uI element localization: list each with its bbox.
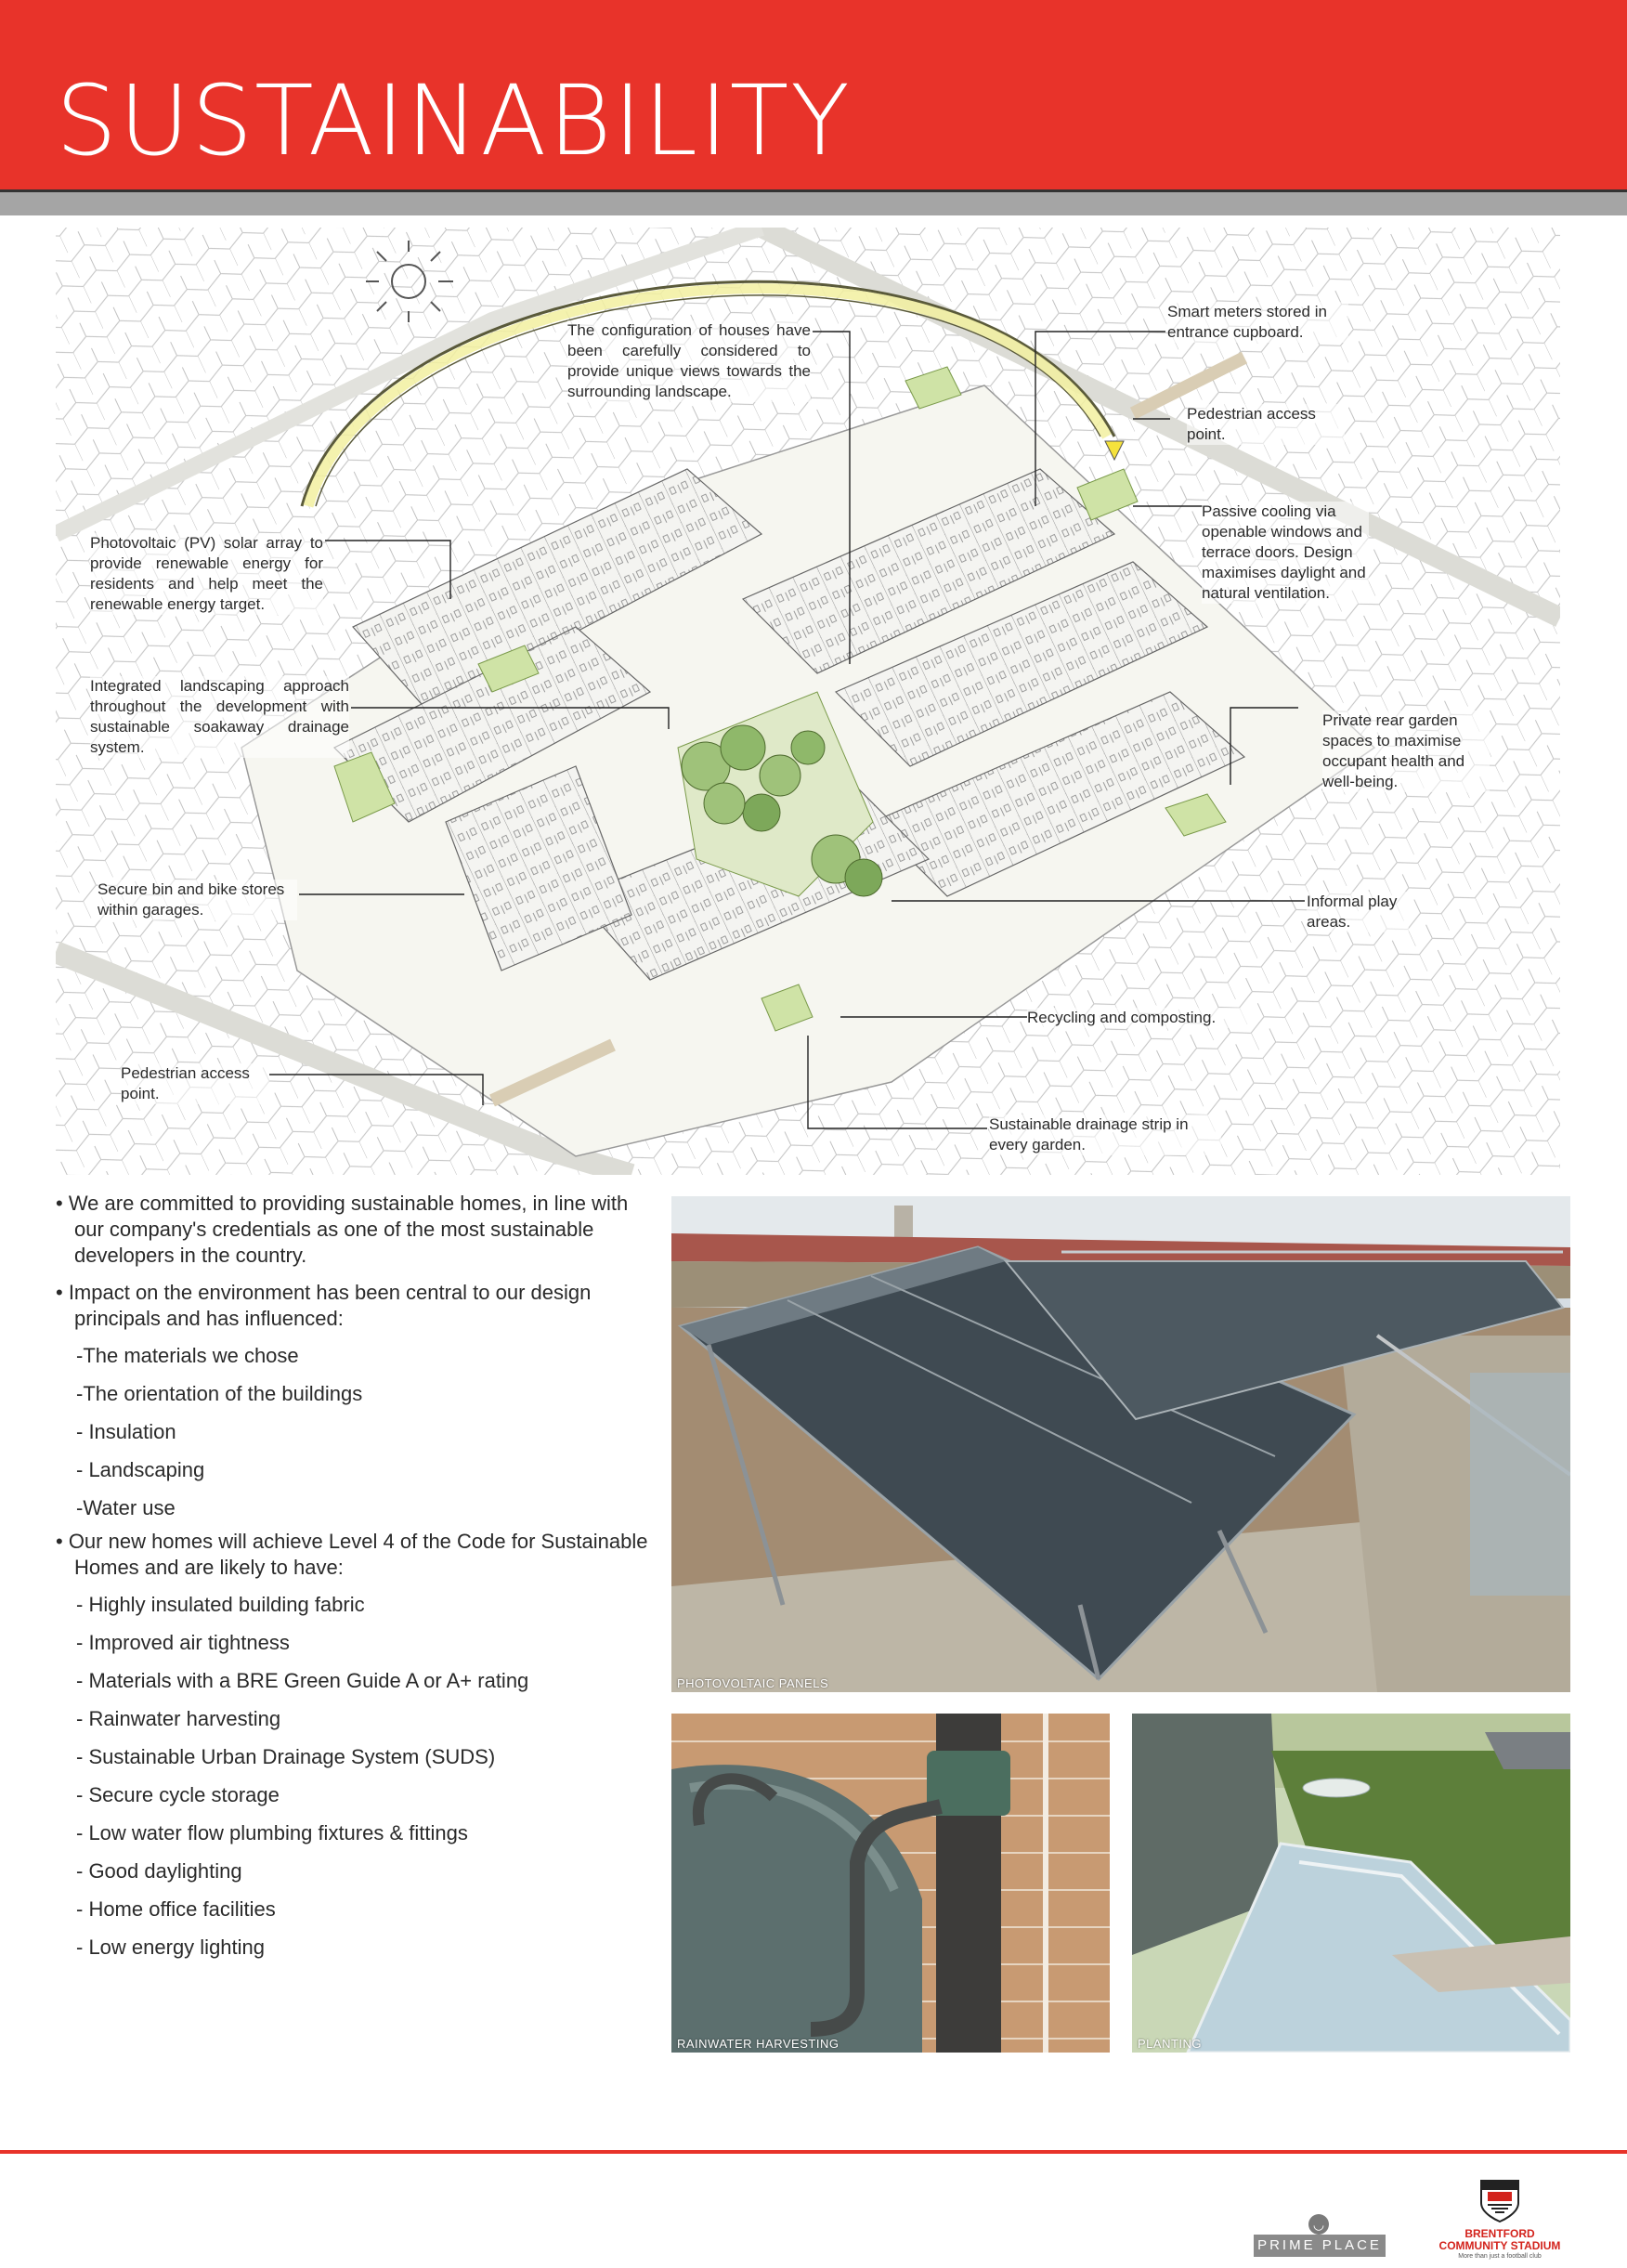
- prime-place-mark-icon: ◡: [1308, 2214, 1329, 2235]
- caption-planting: PLANTING: [1138, 2037, 1203, 2051]
- list-item: - Sustainable Urban Drainage System (SUDS): [76, 1745, 496, 1768]
- callout-smart-meters: Smart meters stored in entrance cupboard.: [1167, 302, 1348, 343]
- list-item: - Highly insulated building fabric: [76, 1593, 365, 1616]
- callout-landscaping: Integrated landscaping approach throughout the development with sustainable soakaway drainage system.: [90, 677, 349, 756]
- bullet-code-level-4: • Our new homes will achieve Level 4 of the Code for Sustainable Homes and are likely to have:: [56, 1530, 648, 1579]
- callout-passive-cooling: Passive cooling via openable windows and terrace doors. Design maximises daylight and natural ventilation.: [1202, 502, 1369, 604]
- callout-configuration: The configuration of houses have been carefully considered to provide unique views towards the surrounding landscape.: [567, 321, 811, 400]
- callout-rear-garden: Private rear garden spaces to maximise occupant health and well-being.: [1322, 710, 1490, 792]
- list-item: - Low energy lighting: [76, 1936, 266, 1959]
- site-diagram: [56, 228, 1560, 1175]
- caption-photovoltaic: PHOTOVOLTAIC PANELS: [677, 1676, 829, 1690]
- prime-place-logo: [1254, 2214, 1386, 2255]
- brentford-crest-icon: [1478, 2177, 1521, 2223]
- callout-pedestrian-access-bottom: Pedestrian access point.: [121, 1063, 269, 1104]
- list-item: -The orientation of the buildings: [76, 1382, 363, 1405]
- brentford-tagline: More than just a football club: [1458, 2253, 1542, 2260]
- callout-bin-bike-stores: Secure bin and bike stores within garages.: [98, 880, 297, 920]
- callout-drainage-strip: Sustainable drainage strip in every garden.: [989, 1114, 1221, 1155]
- page-title: SUSTAINABILITY: [56, 64, 852, 177]
- callout-recycling: Recycling and composting.: [1027, 1008, 1250, 1028]
- callout-play-areas: Informal play areas.: [1307, 892, 1409, 932]
- list-item: - Low water flow plumbing fixtures & fittings: [76, 1821, 468, 1844]
- photo-rainwater-harvesting: [671, 1714, 1110, 2053]
- list-item: - Home office facilities: [76, 1897, 276, 1921]
- list-item: - Improved air tightness: [76, 1631, 290, 1654]
- brentford-name-line-2: COMMUNITY STADIUM: [1438, 2239, 1561, 2252]
- brentford-logo: [1421, 2177, 1579, 2262]
- callout-pedestrian-access-top: Pedestrian access point.: [1187, 404, 1345, 445]
- bullet-commitment: • We are committed to providing sustainable homes, in line with our company's credentials as one of the most sustainable developers in the country.: [56, 1192, 629, 1267]
- list-item: - Rainwater harvesting: [76, 1707, 281, 1730]
- list-item: - Insulation: [76, 1420, 176, 1443]
- page-header: [0, 0, 1627, 189]
- list-item: - Materials with a BRE Green Guide A or A+ rating: [76, 1669, 529, 1692]
- photo-planting: [1132, 1714, 1570, 2053]
- list-item: - Landscaping: [76, 1458, 205, 1481]
- sustainability-list: [56, 1191, 650, 1973]
- brentford-name-line-1: BRENTFORD: [1464, 2227, 1535, 2240]
- footer-rule: [0, 2150, 1627, 2154]
- photo-photovoltaic-panels: [671, 1196, 1570, 1692]
- bullet-environment: • Impact on the environment has been central to our design principals and has influenced:: [56, 1281, 592, 1330]
- list-item: -Water use: [76, 1496, 176, 1519]
- list-item: - Good daylighting: [76, 1859, 242, 1883]
- list-item: -The materials we chose: [76, 1344, 299, 1367]
- callout-photovoltaic: Photovoltaic (PV) solar array to provide renewable energy for residents and help meet the renewable energy target.: [90, 534, 323, 613]
- caption-rainwater: RAINWATER HARVESTING: [677, 2037, 840, 2051]
- prime-place-wordmark: PRIME PLACE: [1254, 2235, 1386, 2257]
- header-rule: [0, 189, 1627, 215]
- list-item: - Secure cycle storage: [76, 1783, 280, 1806]
